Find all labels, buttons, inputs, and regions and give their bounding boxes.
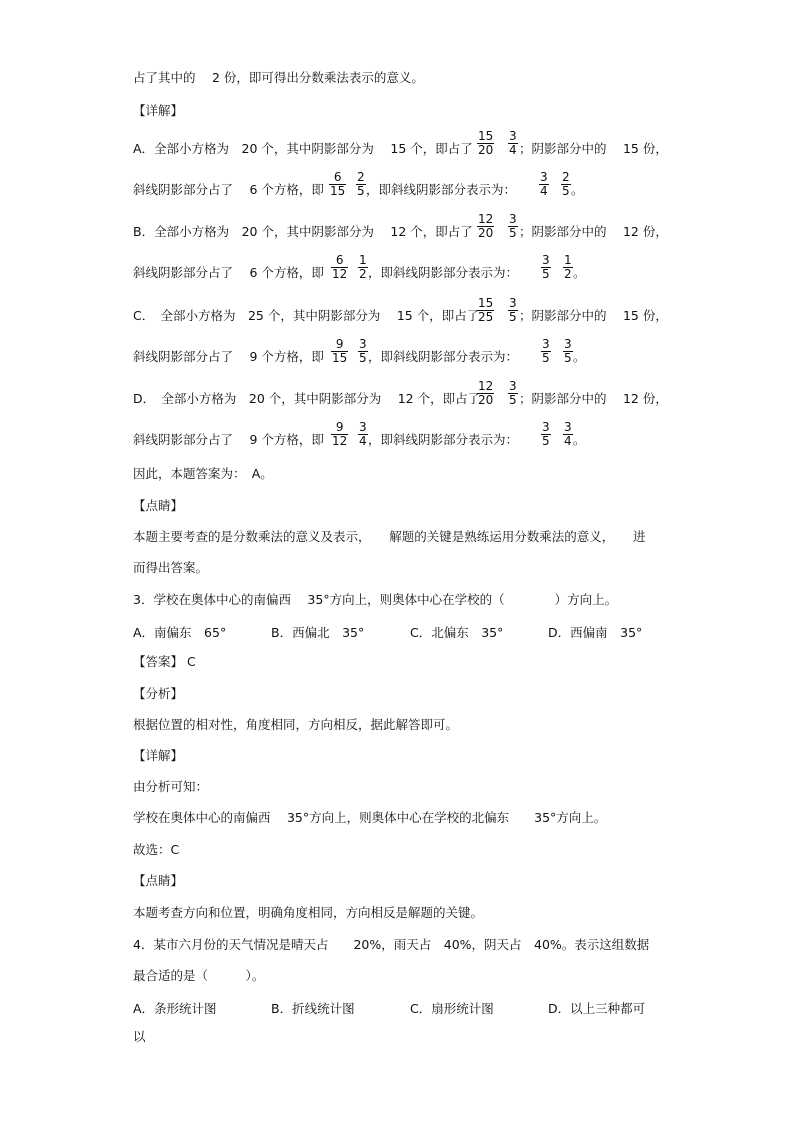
- intro-line: 占了其中的 2 份，即可得出分数乘法表示的意义。: [133, 70, 424, 85]
- q3-choice-d: D．西偏南 35°: [548, 625, 643, 640]
- option-b-line1-tail: ；阴影部分中的 12 份，: [519, 224, 668, 239]
- fraction: $\frac{12}{20}$: [478, 379, 494, 407]
- q3-choice-b: B．西偏北 35°: [271, 625, 365, 640]
- option-d-line1-text: D． 全部小方格为 20 个，其中阴影部分为 12 个，即占了: [133, 391, 481, 406]
- option-a-line2-end: 。: [571, 182, 584, 197]
- fraction: $\frac{9}{15}$: [332, 337, 348, 365]
- q3-analysis: 根据位置的相对性，角度相同，方向相反，据此解答即可。: [133, 717, 459, 732]
- detail-heading: 【详解】: [133, 103, 184, 118]
- point-text-cont: 而得出答案。: [133, 560, 209, 575]
- q4-choice-d: D．以上三种都可: [548, 1001, 646, 1016]
- q3-point-heading: 【点睛】: [133, 873, 184, 888]
- option-b-line1-text: B．全部小方格为 20 个，其中阴影部分为 12 个，即占了: [133, 224, 473, 239]
- fraction: $\frac{3}{5}$: [542, 253, 550, 281]
- q4-choice-d-wrap: 以: [133, 1029, 146, 1044]
- point-text: 本题主要考查的是分数乘法的意义及表示， 解题的关键是熟练运用分数乘法的意义， 进: [133, 529, 646, 544]
- fraction: $\frac{3}{4}$: [564, 420, 572, 448]
- fraction: $\frac{3}{5}$: [542, 337, 550, 365]
- fraction: $\frac{1}{2}$: [359, 253, 367, 281]
- fraction: $\frac{3}{5}$: [542, 420, 550, 448]
- fraction: $\frac{3}{5}$: [509, 296, 517, 324]
- option-c-line1-text: C． 全部小方格为 25 个，其中阴影部分为 15 个，即占了: [133, 308, 480, 323]
- fraction: $\frac{3}{5}$: [564, 337, 572, 365]
- option-a-line1-text: A．全部小方格为 20 个，其中阴影部分为 15 个，即占了: [133, 141, 473, 156]
- fraction: $\frac{3}{4}$: [540, 170, 548, 198]
- fraction: $\frac{15}{25}$: [478, 296, 494, 324]
- point-heading: 【点睛】: [133, 498, 184, 513]
- q3-stem: 3．学校在奥体中心的南偏西 35°方向上，则奥体中心在学校的（ ）方向上。: [133, 592, 618, 607]
- conclusion: 因此，本题答案为： A。: [133, 466, 273, 481]
- option-a-line1-tail: ；阴影部分中的 15 份，: [519, 141, 668, 156]
- fraction: $\frac{15}{20}$: [478, 129, 494, 157]
- option-d-line2-end: 。: [573, 432, 586, 447]
- option-d-line1-tail: ；阴影部分中的 12 份，: [519, 391, 668, 406]
- fraction: $\frac{3}{5}$: [359, 337, 367, 365]
- option-b-line2-end: 。: [573, 265, 586, 280]
- q3-choice-c: C．北偏东 35°: [410, 625, 504, 640]
- q3-point-text: 本题考查方向和位置，明确角度相同，方向相反是解题的关键。: [133, 905, 484, 920]
- option-d-line2-mid: ，即斜线阴影部分表示为：: [368, 432, 519, 447]
- q3-analysis-heading: 【分析】: [133, 686, 184, 701]
- q4-stem-cont: 最合适的是（ ）。: [133, 968, 265, 983]
- fraction: $\frac{6}{15}$: [330, 170, 346, 198]
- option-c-line2-end: 。: [573, 349, 586, 364]
- option-d-line2-text: 斜线阴影部分占了 9 个方格，即: [133, 432, 324, 447]
- fraction: $\frac{1}{2}$: [564, 253, 572, 281]
- option-a-line2-mid: ，即斜线阴影部分表示为：: [366, 182, 517, 197]
- option-c-line1-tail: ；阴影部分中的 15 份，: [519, 308, 668, 323]
- q3-answer: 【答案】 C: [133, 654, 196, 669]
- fraction: $\frac{9}{12}$: [332, 420, 348, 448]
- fraction: $\frac{3}{4}$: [509, 129, 517, 157]
- option-a-line2-text: 斜线阴影部分占了 6 个方格，即: [133, 182, 324, 197]
- option-b-line2-text: 斜线阴影部分占了 6 个方格，即: [133, 265, 324, 280]
- fraction: $\frac{3}{4}$: [359, 420, 367, 448]
- fraction: $\frac{3}{5}$: [509, 379, 517, 407]
- fraction: $\frac{12}{20}$: [478, 212, 494, 240]
- q3-detail-1: 由分析可知：: [133, 779, 209, 794]
- q3-detail-3: 故选：C: [133, 842, 180, 857]
- q3-detail-heading: 【详解】: [133, 748, 184, 763]
- fraction: $\frac{6}{12}$: [332, 253, 348, 281]
- option-c-line2-mid: ，即斜线阴影部分表示为：: [368, 349, 519, 364]
- fraction: $\frac{2}{5}$: [357, 170, 365, 198]
- q4-choice-a: A．条形统计图: [133, 1001, 217, 1016]
- q4-choice-b: B．折线统计图: [271, 1001, 355, 1016]
- q3-choice-a: A．南偏东 65°: [133, 625, 227, 640]
- q4-stem: 4．某市六月份的天气情况是晴天占 20%，雨天占 40%，阴天占 40%。表示这组数据: [133, 937, 650, 952]
- q3-detail-2: 学校在奥体中心的南偏西 35°方向上，则奥体中心在学校的北偏东 35°方向上。: [133, 810, 607, 825]
- fraction: $\frac{2}{5}$: [562, 170, 570, 198]
- q4-choice-c: C．扇形统计图: [410, 1001, 494, 1016]
- fraction: $\frac{3}{5}$: [509, 212, 517, 240]
- option-c-line2-text: 斜线阴影部分占了 9 个方格，即: [133, 349, 324, 364]
- option-b-line2-mid: ，即斜线阴影部分表示为：: [368, 265, 519, 280]
